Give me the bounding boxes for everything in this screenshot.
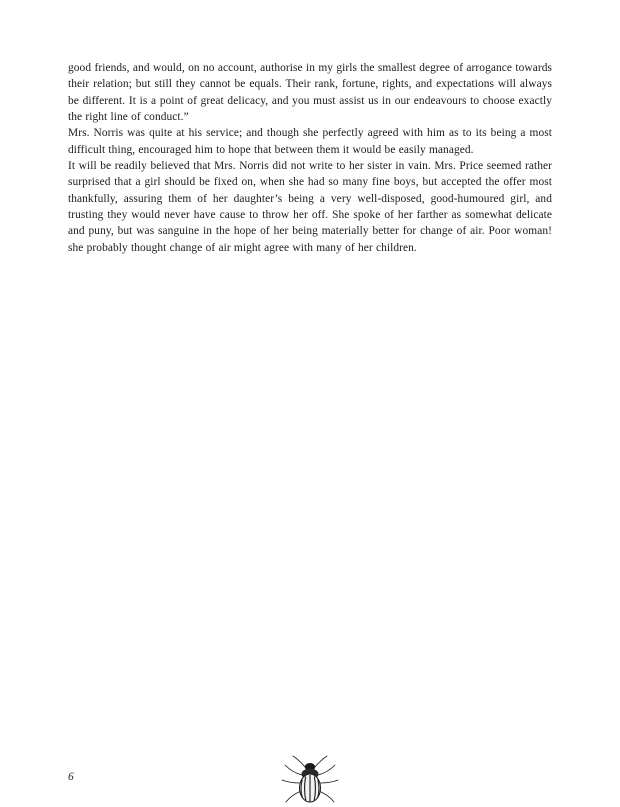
paragraph: It will be readily believed that Mrs. Norris did not write to her sister in vain. Mrs. Price seemed rather surprised that a girl should be fixed on, when she had so many fine boys, but accepted the offer most thankfully, assuring them of her daughter’s being a very well-disposed, good-humoured girl, and trusting they would never have cause to throw her off. She spoke of her farther as somewhat delicate and puny, but was sanguine in the hope of her being materially better for change of air. Poor woman! she probably thought change of air might agree with many of her children.	[68, 160, 552, 254]
beetle-ornament-icon	[280, 755, 340, 807]
body-text	[68, 60, 552, 256]
paragraph: Mrs. Norris was quite at his service; and though she perfectly agreed with him as to its being a most difficult thing, encouraged him to hope that between them it would be easily managed.	[68, 127, 552, 156]
page-number: 6	[68, 771, 74, 783]
page-footer	[0, 755, 620, 805]
paragraph: good friends, and would, on no account, authorise in my girls the smallest degree of arrogance towards their relation; but still they cannot be equals. Their rank, fortune, rights, and expectations will always be different. It is a point of great delicacy, and you must assist us in our endeavours to choose exactly the right line of conduct.”	[68, 62, 552, 124]
